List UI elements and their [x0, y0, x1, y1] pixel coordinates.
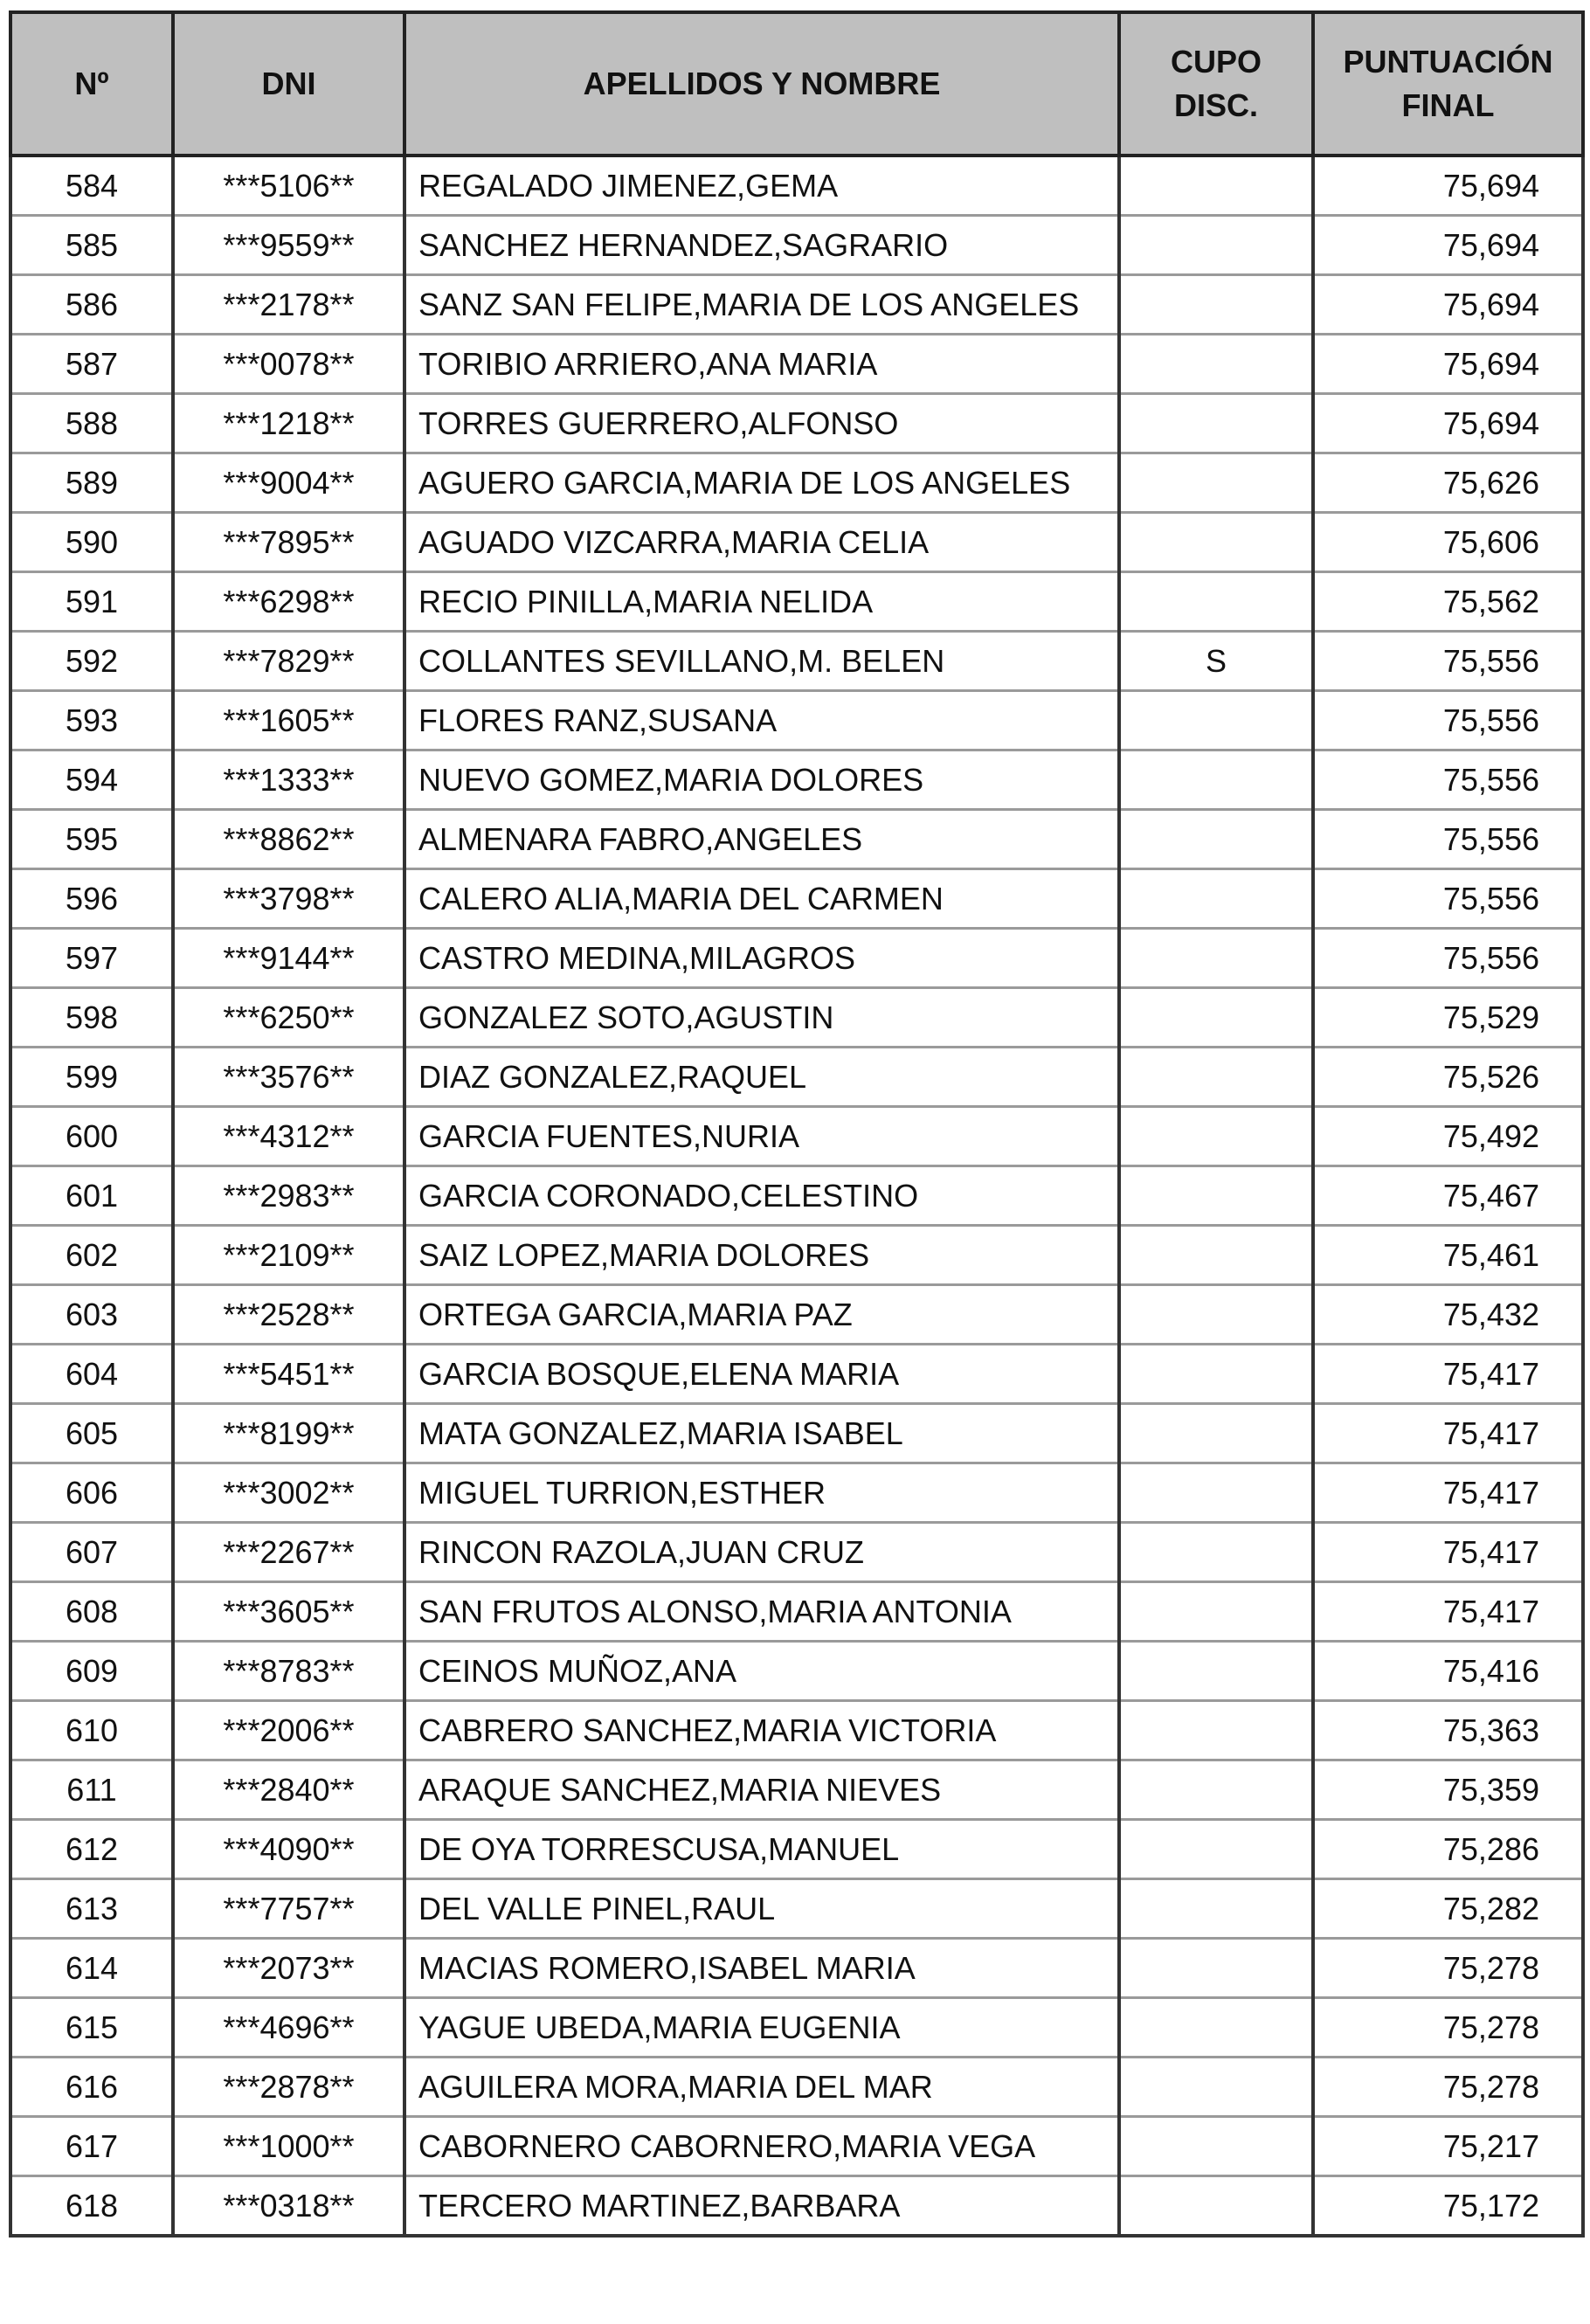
row-final-score: 75,286 [1313, 1820, 1583, 1879]
row-disability-quota [1119, 335, 1313, 394]
row-dni: ***4090** [173, 1820, 404, 1879]
table-header [10, 12, 1583, 156]
row-number: 607 [10, 1523, 173, 1582]
table-row [10, 275, 1583, 335]
table-row [10, 1166, 1583, 1226]
row-number: 616 [10, 2058, 173, 2117]
table-row [10, 988, 1583, 1048]
table-row [10, 929, 1583, 988]
table-row [10, 1107, 1583, 1166]
row-full-name: GARCIA FUENTES,NURIA [404, 1107, 1119, 1166]
row-disability-quota [1119, 1523, 1313, 1582]
row-number: 594 [10, 750, 173, 810]
row-disability-quota [1119, 1166, 1313, 1226]
row-final-score: 75,556 [1313, 750, 1583, 810]
row-number: 618 [10, 2176, 173, 2237]
row-disability-quota [1119, 572, 1313, 632]
table-row [10, 216, 1583, 275]
row-dni: ***2840** [173, 1760, 404, 1820]
row-disability-quota [1119, 750, 1313, 810]
row-full-name: SAN FRUTOS ALONSO,MARIA ANTONIA [404, 1582, 1119, 1642]
row-final-score: 75,278 [1313, 2058, 1583, 2117]
row-number: 597 [10, 929, 173, 988]
row-final-score: 75,417 [1313, 1404, 1583, 1463]
row-disability-quota [1119, 869, 1313, 929]
table-row [10, 2058, 1583, 2117]
row-full-name: FLORES RANZ,SUSANA [404, 691, 1119, 750]
row-final-score: 75,417 [1313, 1345, 1583, 1404]
row-number: 585 [10, 216, 173, 275]
table-row [10, 1523, 1583, 1582]
table-row [10, 691, 1583, 750]
row-disability-quota [1119, 453, 1313, 513]
row-number: 595 [10, 810, 173, 869]
row-final-score: 75,526 [1313, 1048, 1583, 1107]
row-number: 596 [10, 869, 173, 929]
row-full-name: CEINOS MUÑOZ,ANA [404, 1642, 1119, 1701]
row-full-name: SAIZ LOPEZ,MARIA DOLORES [404, 1226, 1119, 1285]
row-number: 608 [10, 1582, 173, 1642]
row-full-name: AGUILERA MORA,MARIA DEL MAR [404, 2058, 1119, 2117]
row-disability-quota [1119, 1701, 1313, 1760]
row-disability-quota [1119, 275, 1313, 335]
table-row [10, 453, 1583, 513]
row-number: 602 [10, 1226, 173, 1285]
row-final-score: 75,694 [1313, 216, 1583, 275]
row-full-name: RECIO PINILLA,MARIA NELIDA [404, 572, 1119, 632]
row-final-score: 75,606 [1313, 513, 1583, 572]
row-final-score: 75,467 [1313, 1166, 1583, 1226]
table-row [10, 1345, 1583, 1404]
row-number: 601 [10, 1166, 173, 1226]
row-disability-quota [1119, 691, 1313, 750]
row-full-name: CABORNERO CABORNERO,MARIA VEGA [404, 2117, 1119, 2176]
row-final-score: 75,461 [1313, 1226, 1583, 1285]
row-final-score: 75,562 [1313, 572, 1583, 632]
row-dni: ***5106** [173, 156, 404, 216]
row-number: 610 [10, 1701, 173, 1760]
row-disability-quota [1119, 2058, 1313, 2117]
row-full-name: TERCERO MARTINEZ,BARBARA [404, 2176, 1119, 2237]
table-row [10, 869, 1583, 929]
row-disability-quota [1119, 1582, 1313, 1642]
row-dni: ***8862** [173, 810, 404, 869]
row-dni: ***3605** [173, 1582, 404, 1642]
row-full-name: CABRERO SANCHEZ,MARIA VICTORIA [404, 1701, 1119, 1760]
row-final-score: 75,694 [1313, 275, 1583, 335]
row-dni: ***5451** [173, 1345, 404, 1404]
header-row [10, 12, 1583, 156]
row-full-name: NUEVO GOMEZ,MARIA DOLORES [404, 750, 1119, 810]
column-header-disability-quota [1119, 12, 1313, 156]
row-disability-quota [1119, 1404, 1313, 1463]
row-dni: ***2178** [173, 275, 404, 335]
row-full-name: DIAZ GONZALEZ,RAQUEL [404, 1048, 1119, 1107]
row-full-name: GARCIA BOSQUE,ELENA MARIA [404, 1345, 1119, 1404]
row-number: 603 [10, 1285, 173, 1345]
row-full-name: CASTRO MEDINA,MILAGROS [404, 929, 1119, 988]
row-disability-quota [1119, 810, 1313, 869]
row-full-name: MATA GONZALEZ,MARIA ISABEL [404, 1404, 1119, 1463]
table-row [10, 1048, 1583, 1107]
row-dni: ***6298** [173, 572, 404, 632]
row-final-score: 75,278 [1313, 1998, 1583, 2058]
row-full-name: YAGUE UBEDA,MARIA EUGENIA [404, 1998, 1119, 2058]
column-header-final-score [1313, 12, 1583, 156]
table-row [10, 394, 1583, 453]
row-dni: ***9144** [173, 929, 404, 988]
row-dni: ***2073** [173, 1939, 404, 1998]
row-final-score: 75,417 [1313, 1463, 1583, 1523]
table-row [10, 810, 1583, 869]
row-number: 600 [10, 1107, 173, 1166]
candidates-table [9, 10, 1585, 2238]
table-row [10, 1820, 1583, 1879]
row-disability-quota [1119, 929, 1313, 988]
row-full-name: TORRES GUERRERO,ALFONSO [404, 394, 1119, 453]
row-final-score: 75,556 [1313, 929, 1583, 988]
row-full-name: MIGUEL TURRION,ESTHER [404, 1463, 1119, 1523]
row-dni: ***8783** [173, 1642, 404, 1701]
row-final-score: 75,359 [1313, 1760, 1583, 1820]
final-score-header-line2: FINAL [1401, 87, 1495, 123]
table-row [10, 156, 1583, 216]
row-number: 612 [10, 1820, 173, 1879]
row-full-name: ALMENARA FABRO,ANGELES [404, 810, 1119, 869]
row-dni: ***7895** [173, 513, 404, 572]
table-row [10, 1760, 1583, 1820]
row-full-name: CALERO ALIA,MARIA DEL CARMEN [404, 869, 1119, 929]
row-full-name: AGUERO GARCIA,MARIA DE LOS ANGELES [404, 453, 1119, 513]
row-final-score: 75,694 [1313, 156, 1583, 216]
row-final-score: 75,556 [1313, 810, 1583, 869]
row-full-name: ORTEGA GARCIA,MARIA PAZ [404, 1285, 1119, 1345]
row-disability-quota [1119, 2176, 1313, 2237]
table-row [10, 2176, 1583, 2237]
row-number: 611 [10, 1760, 173, 1820]
row-final-score: 75,556 [1313, 632, 1583, 691]
row-final-score: 75,172 [1313, 2176, 1583, 2237]
row-dni: ***6250** [173, 988, 404, 1048]
row-number: 599 [10, 1048, 173, 1107]
table-row [10, 1642, 1583, 1701]
row-dni: ***2006** [173, 1701, 404, 1760]
row-full-name: SANCHEZ HERNANDEZ,SAGRARIO [404, 216, 1119, 275]
table-row [10, 1879, 1583, 1939]
row-number: 604 [10, 1345, 173, 1404]
row-disability-quota [1119, 1998, 1313, 2058]
row-dni: ***1218** [173, 394, 404, 453]
row-final-score: 75,492 [1313, 1107, 1583, 1166]
row-number: 591 [10, 572, 173, 632]
row-disability-quota [1119, 156, 1313, 216]
row-dni: ***0078** [173, 335, 404, 394]
row-final-score: 75,416 [1313, 1642, 1583, 1701]
row-disability-quota [1119, 1820, 1313, 1879]
column-header-dni: DNI [173, 12, 404, 156]
row-number: 593 [10, 691, 173, 750]
row-dni: ***7829** [173, 632, 404, 691]
table-row [10, 1939, 1583, 1998]
column-header-name: APELLIDOS Y NOMBRE [404, 12, 1119, 156]
row-dni: ***3798** [173, 869, 404, 929]
row-number: 598 [10, 988, 173, 1048]
row-disability-quota [1119, 1642, 1313, 1701]
row-dni: ***9559** [173, 216, 404, 275]
row-disability-quota [1119, 1226, 1313, 1285]
row-final-score: 75,556 [1313, 869, 1583, 929]
table-row [10, 513, 1583, 572]
results-sheet [9, 10, 1581, 2238]
row-dni: ***0318** [173, 2176, 404, 2237]
table-row [10, 632, 1583, 691]
row-disability-quota: S [1119, 632, 1313, 691]
table-row [10, 335, 1583, 394]
row-dni: ***1605** [173, 691, 404, 750]
table-row [10, 1998, 1583, 2058]
row-full-name: ARAQUE SANCHEZ,MARIA NIEVES [404, 1760, 1119, 1820]
row-disability-quota [1119, 1939, 1313, 1998]
disability-quota-header-line2: DISC. [1173, 87, 1258, 123]
row-dni: ***1333** [173, 750, 404, 810]
row-disability-quota [1119, 1048, 1313, 1107]
row-dni: ***3002** [173, 1463, 404, 1523]
row-full-name: DE OYA TORRESCUSA,MANUEL [404, 1820, 1119, 1879]
row-number: 617 [10, 2117, 173, 2176]
row-final-score: 75,529 [1313, 988, 1583, 1048]
row-dni: ***4696** [173, 1998, 404, 2058]
row-number: 590 [10, 513, 173, 572]
row-disability-quota [1119, 216, 1313, 275]
row-full-name: GONZALEZ SOTO,AGUSTIN [404, 988, 1119, 1048]
row-disability-quota [1119, 1760, 1313, 1820]
row-final-score: 75,432 [1313, 1285, 1583, 1345]
disability-quota-header-line1: CUPO [1170, 43, 1262, 80]
row-disability-quota [1119, 513, 1313, 572]
row-disability-quota [1119, 1285, 1313, 1345]
row-number: 587 [10, 335, 173, 394]
table-row [10, 572, 1583, 632]
row-dni: ***4312** [173, 1107, 404, 1166]
table-row [10, 1701, 1583, 1760]
row-dni: ***7757** [173, 1879, 404, 1939]
row-number: 589 [10, 453, 173, 513]
row-number: 615 [10, 1998, 173, 2058]
row-number: 588 [10, 394, 173, 453]
row-final-score: 75,417 [1313, 1582, 1583, 1642]
row-full-name: MACIAS ROMERO,ISABEL MARIA [404, 1939, 1119, 1998]
row-disability-quota [1119, 1107, 1313, 1166]
row-dni: ***2528** [173, 1285, 404, 1345]
row-full-name: REGALADO JIMENEZ,GEMA [404, 156, 1119, 216]
row-final-score: 75,417 [1313, 1523, 1583, 1582]
row-full-name: COLLANTES SEVILLANO,M. BELEN [404, 632, 1119, 691]
row-dni: ***3576** [173, 1048, 404, 1107]
table-row [10, 2117, 1583, 2176]
row-dni: ***1000** [173, 2117, 404, 2176]
row-disability-quota [1119, 394, 1313, 453]
row-final-score: 75,694 [1313, 394, 1583, 453]
table-row [10, 1463, 1583, 1523]
table-row [10, 750, 1583, 810]
row-number: 606 [10, 1463, 173, 1523]
row-full-name: RINCON RAZOLA,JUAN CRUZ [404, 1523, 1119, 1582]
row-number: 592 [10, 632, 173, 691]
row-disability-quota [1119, 1879, 1313, 1939]
row-dni: ***8199** [173, 1404, 404, 1463]
row-number: 609 [10, 1642, 173, 1701]
row-final-score: 75,556 [1313, 691, 1583, 750]
row-final-score: 75,217 [1313, 2117, 1583, 2176]
table-body [10, 156, 1583, 2236]
row-number: 614 [10, 1939, 173, 1998]
table-row [10, 1226, 1583, 1285]
row-full-name: DEL VALLE PINEL,RAUL [404, 1879, 1119, 1939]
row-dni: ***2878** [173, 2058, 404, 2117]
row-dni: ***2983** [173, 1166, 404, 1226]
row-full-name: TORIBIO ARRIERO,ANA MARIA [404, 335, 1119, 394]
row-full-name: SANZ SAN FELIPE,MARIA DE LOS ANGELES [404, 275, 1119, 335]
table-row [10, 1285, 1583, 1345]
row-disability-quota [1119, 988, 1313, 1048]
row-disability-quota [1119, 2117, 1313, 2176]
table-row [10, 1582, 1583, 1642]
row-number: 586 [10, 275, 173, 335]
final-score-header-line1: PUNTUACIÓN [1343, 43, 1553, 80]
row-disability-quota [1119, 1345, 1313, 1404]
row-number: 605 [10, 1404, 173, 1463]
row-dni: ***2109** [173, 1226, 404, 1285]
row-final-score: 75,363 [1313, 1701, 1583, 1760]
row-full-name: GARCIA CORONADO,CELESTINO [404, 1166, 1119, 1226]
row-number: 613 [10, 1879, 173, 1939]
row-final-score: 75,626 [1313, 453, 1583, 513]
row-final-score: 75,694 [1313, 335, 1583, 394]
row-final-score: 75,278 [1313, 1939, 1583, 1998]
row-number: 584 [10, 156, 173, 216]
column-header-number: Nº [10, 12, 173, 156]
table-row [10, 1404, 1583, 1463]
row-disability-quota [1119, 1463, 1313, 1523]
row-dni: ***2267** [173, 1523, 404, 1582]
row-full-name: AGUADO VIZCARRA,MARIA CELIA [404, 513, 1119, 572]
row-final-score: 75,282 [1313, 1879, 1583, 1939]
row-dni: ***9004** [173, 453, 404, 513]
